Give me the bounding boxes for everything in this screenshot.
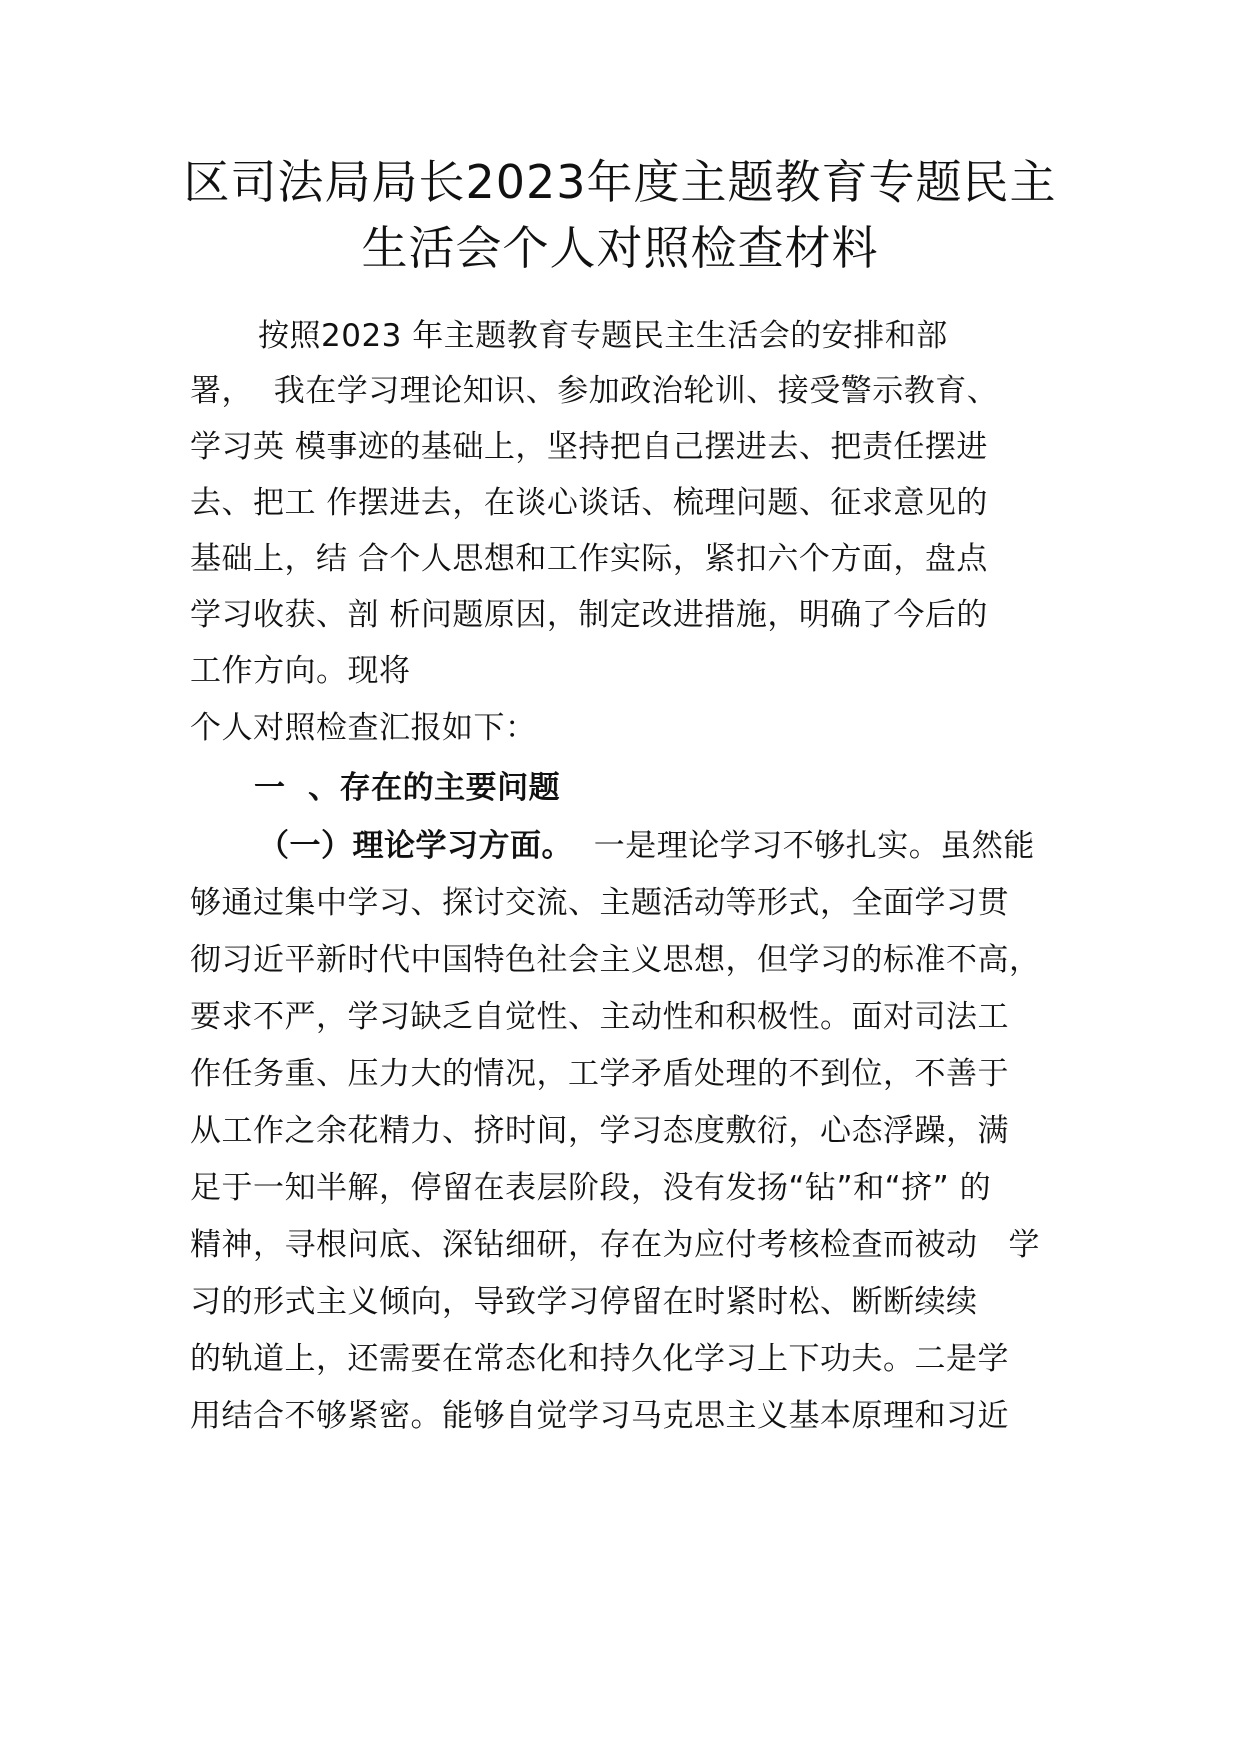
document-title-line-2: 生活会个人对照检查材料 (361, 221, 879, 275)
body-line-7: 精神，寻根问底、深钻细研，存在为应付考核检查而被动 学 (190, 1227, 1041, 1263)
intro-line-7: 工作方向。现将 (190, 653, 411, 689)
section-heading: 一 、存在的主要问题 (254, 770, 561, 806)
subsection-first-line (258, 826, 1035, 866)
intro-line-6: 学习收获、剖 析问题原因，制定改进措施，明确了今后的 (190, 597, 988, 633)
intro-line-3: 学习英 模事迹的基础上，坚持把自己摆进去、把责任摆进 (190, 429, 988, 465)
body-line-4: 作任务重、压力大的情况，工学矛盾处理的不到位，不善于 (190, 1056, 1009, 1092)
intro-line-4: 去、把工 作摆进去，在谈心谈话、梳理问题、征求意见的 (190, 485, 988, 521)
body-line-5: 从工作之余花精力、挤时间，学习态度敷衍，心态浮躁，满 (190, 1113, 1009, 1149)
document-title-line-1: 区司法局局长2023年度主题教育专题民主 (183, 155, 1057, 209)
intro-line-1: 按照2023 年主题教育专题民主生活会的安排和部 (258, 318, 948, 354)
body-line-1: 够通过集中学习、探讨交流、主题活动等形式，全面学习贯 (190, 885, 1009, 921)
body-line-10: 用结合不够紧密。能够自觉学习马克思主义基本原理和习近 (190, 1398, 1009, 1434)
subsection-first-line-text: 一是理论学习不够扎实。虽然能 (573, 828, 1035, 864)
body-line-6: 足于一知半解，停留在表层阶段，没有发扬“钻”和“挤” 的 (190, 1170, 992, 1206)
body-line-8: 习的形式主义倾向，导致学习停留在时紧时松、断断续续 (190, 1284, 978, 1320)
body-line-2: 彻习近平新时代中国特色社会主义思想，但学习的标准不高， (190, 942, 1041, 978)
intro-line-5: 基础上，结 合个人思想和工作实际，紧扣六个方面，盘点 (190, 541, 988, 577)
body-line-3: 要求不严，学习缺乏自觉性、主动性和积极性。面对司法工 (190, 999, 1009, 1035)
intro-line-2: 署， 我在学习理论知识、参加政治轮训、接受警示教育、 (190, 373, 999, 409)
subsection-heading: （一）理论学习方面。 (258, 828, 573, 864)
intro-line-8: 个人对照检查汇报如下： (190, 710, 537, 746)
body-line-9: 的轨道上，还需要在常态化和持久化学习上下功夫。二是学 (190, 1341, 1009, 1377)
